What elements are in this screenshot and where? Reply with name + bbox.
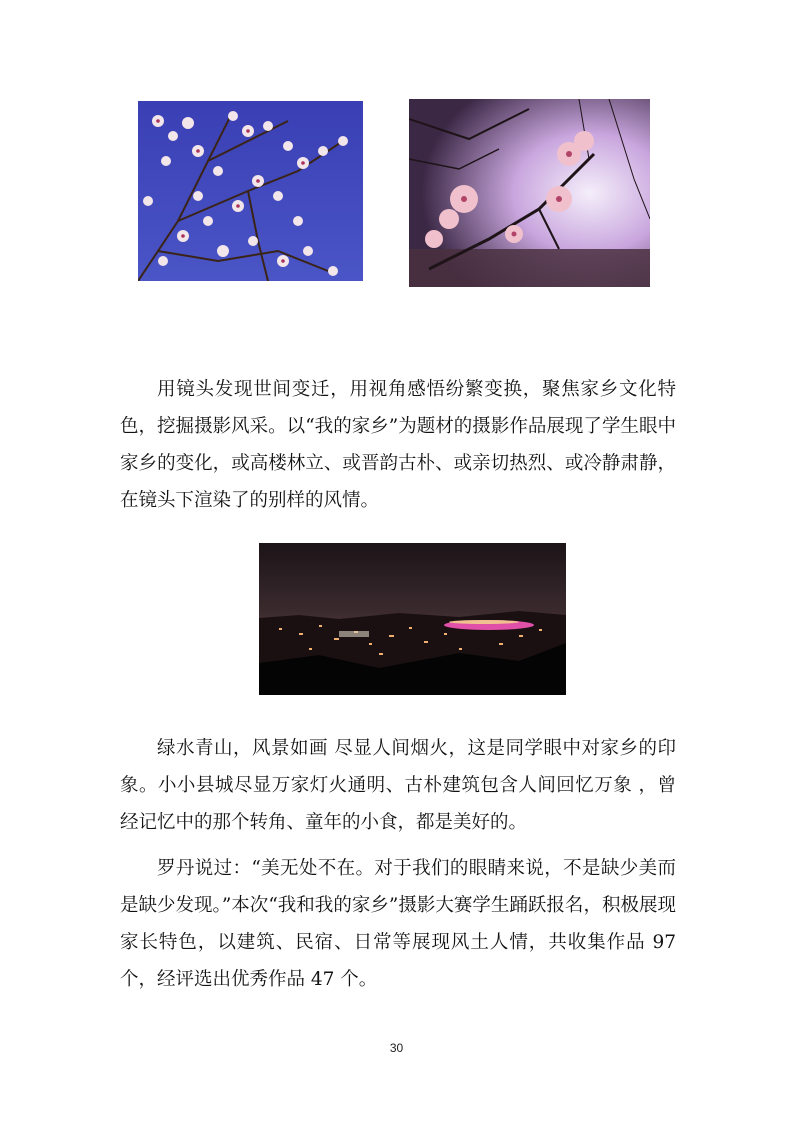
page-number: 30 bbox=[389, 1041, 404, 1055]
contest-summary-paragraph: 罗丹说过：“美无处不在。对于我们的眼睛来说，不是缺少美而是缺少发现。”本次“我和我的家乡”摄影大赛学生踊跃报名，积极展现家长特色，以建筑、民宿、日常等展现风土人情，共收集作品 97 个，经评选出优秀作品 47 个。 bbox=[120, 858, 676, 990]
plum-blossom-sunset-photo bbox=[409, 99, 650, 287]
city-night-view-photo bbox=[259, 543, 566, 695]
intro-paragraph: 用镜头发现世间变迁，用视角感悟纷繁变换，聚焦家乡文化特色，挖掘摄影风采。以“我的家乡”为题材的摄影作品展现了学生眼中家乡的变化，或高楼林立、或晋韵古朴、或亲切热烈、或冷静肃静，在镜头下渲染了的别样的风情。 bbox=[120, 379, 676, 511]
apricot-blossom-photo bbox=[138, 101, 363, 281]
hometown-impression-paragraph: 绿水青山，风景如画 尽显人间烟火，这是同学眼中对家乡的印象。小小县城尽显万家灯火通明、古朴建筑包含人间回忆万象 ，曾经记忆中的那个转角、童年的小食，都是美好的。 bbox=[120, 738, 676, 833]
